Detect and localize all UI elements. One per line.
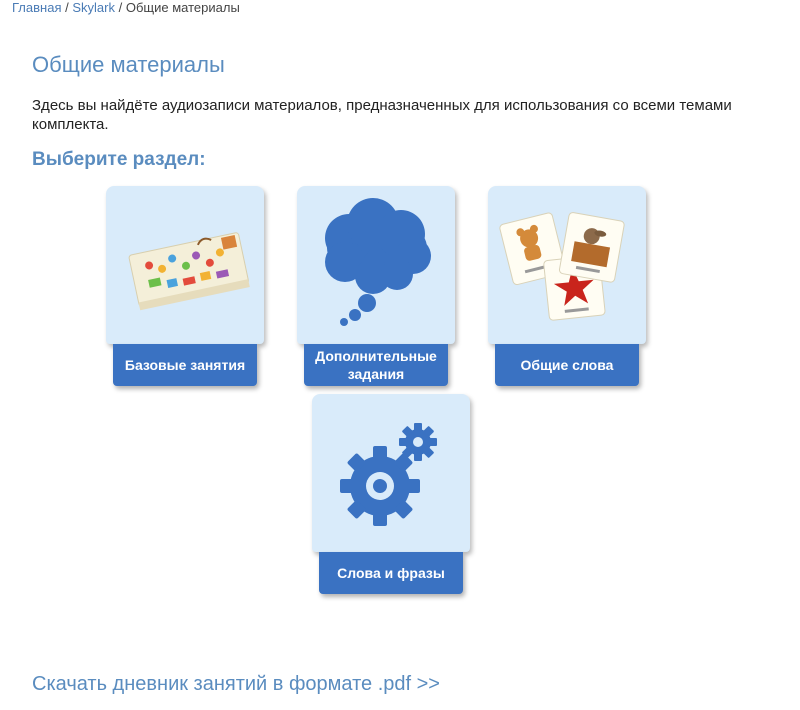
breadcrumb-separator: /: [65, 0, 69, 15]
breadcrumb: [12, 0, 240, 15]
gears-icon: [312, 394, 470, 552]
tile-extra-tasks[interactable]: [297, 186, 457, 391]
breadcrumb-link-skylark[interactable]: Skylark: [72, 0, 115, 15]
download-diary-link[interactable]: Скачать дневник занятий в формате .pdf >>: [32, 673, 440, 695]
section-title: Выберите раздел:: [32, 149, 206, 170]
tile-words-phrases[interactable]: [312, 394, 472, 599]
tile-image: [297, 186, 455, 344]
breadcrumb-link-home[interactable]: Главная: [12, 0, 62, 15]
tile-image: [106, 186, 264, 344]
breadcrumb-separator: /: [118, 0, 123, 15]
tile-label[interactable]: Общие слова: [495, 344, 639, 386]
page-title: Общие материалы: [32, 52, 225, 77]
picture-cards-icon: [488, 186, 646, 344]
tile-label[interactable]: Дополнительные задания: [304, 344, 448, 386]
tile-image: [488, 186, 646, 344]
tile-label[interactable]: Слова и фразы: [319, 552, 463, 594]
tile-common-words[interactable]: [488, 186, 648, 391]
tile-image: [312, 394, 470, 552]
thought-cloud-icon: [297, 186, 455, 344]
intro-text: Здесь вы найдёте аудиозаписи материалов, предназначенных для использования со всеми темами комплекта.: [32, 97, 732, 133]
breadcrumb-current: Общие материалы: [125, 0, 240, 15]
tile-label[interactable]: Базовые занятия: [113, 344, 257, 386]
board-game-icon: [106, 186, 264, 344]
tile-basic-lessons[interactable]: [106, 186, 266, 391]
